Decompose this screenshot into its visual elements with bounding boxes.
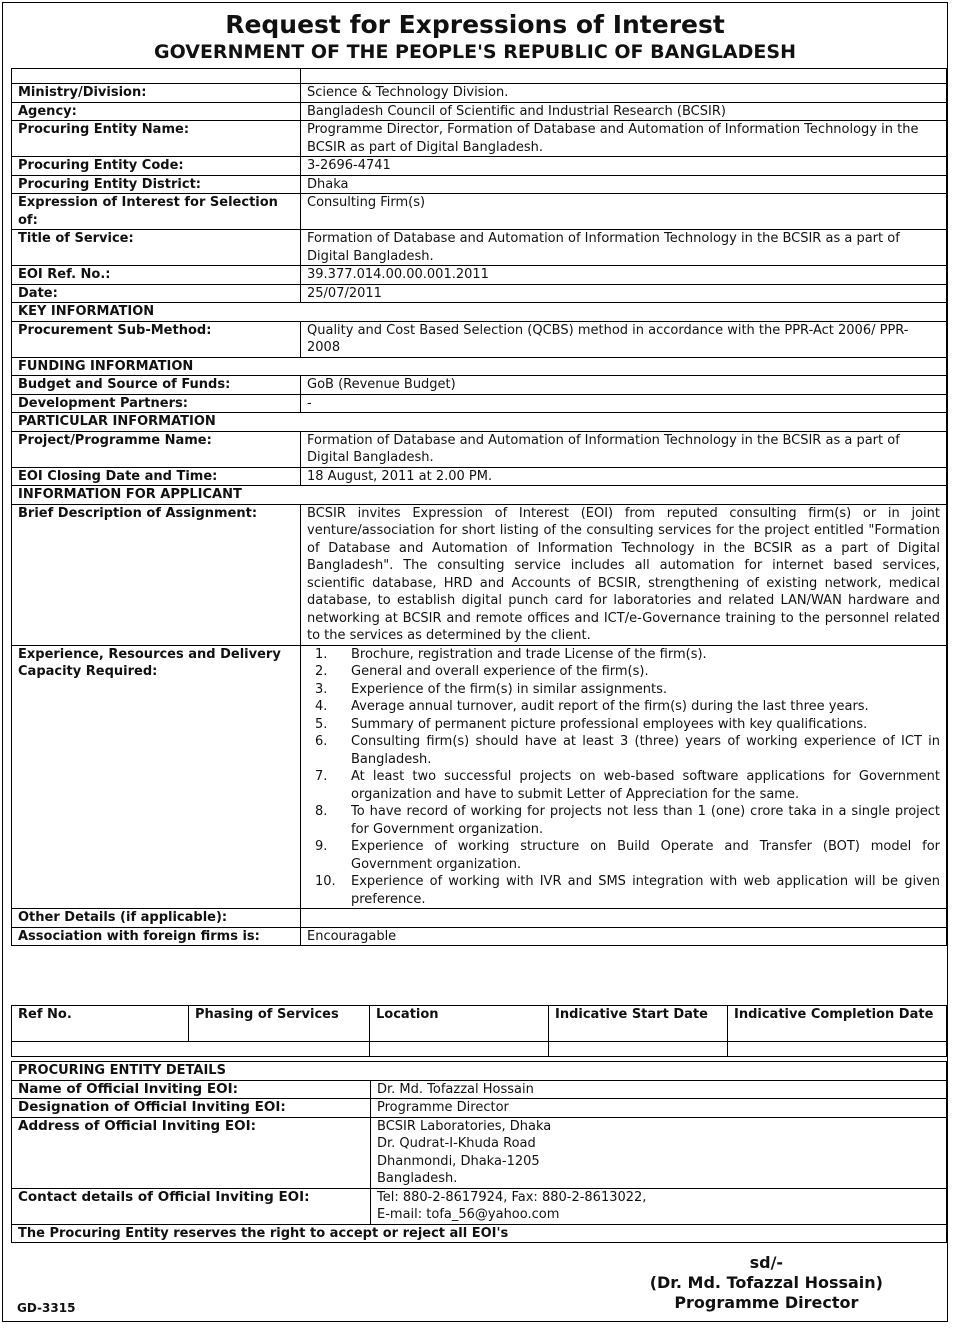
list-item: 6. Consulting firm(s) should have at least 3 (three) years of working experience of ICT in Bangladesh.: [315, 734, 940, 767]
list-item: 8. To have record of working for projects not less than 1 (one) crore taka in a single project for Government organization.: [315, 804, 940, 837]
row-title-service: Title of Service: Formation of Database and Automation of Information Technology in the BCSIR as a part of Digital Bangladesh.: [12, 230, 947, 266]
row-eoi-for: Expression of Interest for Selection of: Consulting Firm(s): [12, 194, 947, 230]
signature-block: [650, 1253, 883, 1313]
list-item: 10. Experience of working with IVR and SMS integration with web application will be given preference.: [315, 874, 940, 907]
contact-email: E-mail: tofa_56@yahoo.com: [377, 1207, 560, 1222]
list-item: 5. Summary of permanent picture professional employees with key qualifications.: [315, 716, 868, 732]
row-entity-name: Procuring Entity Name: Programme Director, Formation of Database and Automation of Information Technology in the BCSIR as part of Digital Bangladesh.: [12, 121, 947, 157]
footer-code: GD-3315: [17, 1301, 76, 1315]
phasing-empty-row: [12, 1042, 947, 1057]
col-location: Location: [370, 1006, 549, 1042]
row-date: Date: 25/07/2011: [12, 284, 947, 303]
entity-table: [11, 1061, 947, 1243]
section-particular: PARTICULAR INFORMATION: [12, 413, 947, 432]
address-line: Bangladesh.: [377, 1171, 458, 1186]
row-budget: Budget and Source of Funds: GoB (Revenue Budget): [12, 376, 947, 395]
col-ref-no: Ref No.: [12, 1006, 189, 1042]
list-item: 9. Experience of working structure on Build Operate and Transfer (BOT) model for Government organization.: [315, 839, 940, 872]
list-item: 1. Brochure, registration and trade License of the firm(s).: [315, 646, 707, 662]
row-eoi-ref: EOI Ref. No.: 39.377.014.00.00.001.2011: [12, 266, 947, 285]
col-phasing: Phasing of Services: [189, 1006, 370, 1042]
list-item: 7. At least two successful projects on web-based software applications for Government organization and have to submit Letter of Appreciation for the same.: [315, 769, 940, 802]
row-official-designation: Designation of Official Inviting EOI: Programme Director: [12, 1099, 947, 1118]
row-ministry: Ministry/Division: Science & Technology Division.: [12, 84, 947, 103]
row-official-contact: Contact details of Official Inviting EOI: Tel: 880-2-8617924, Fax: 880-2-8613022, E-mail: tofa_56@yahoo.com: [12, 1188, 947, 1224]
address-line: BCSIR Laboratories, Dhaka: [377, 1118, 552, 1134]
page-title: Request for Expressions of Interest: [225, 10, 725, 39]
contact-phone: Tel: 880-2-8617924, Fax: 880-2-8613022,: [377, 1189, 647, 1205]
phasing-header-row: [12, 1006, 947, 1042]
list-item: 4. Average annual turnover, audit report of the firm(s) during the last three years.: [315, 699, 869, 714]
row-brief: Brief Description of Assignment: BCSIR invites Expression of Interest (EOI) from reputed consulting firm(s) or in joint venture/association for short listing of the consulting services for the project entitled "Formation of Database and Automation of Information Technology in the BCSIR as a part of Digital Bangladesh". The consulting service includes all automation for internet based services, scientific database, HRD and Accounts of BCSIR, strengthening of existing network, medical database, to establish digital punch card for laboratories and related LAN/WAN hardware and networking at BCSIR and remote offices and ICT/e-Governance training to the personnel related to the services as determined by the client.: [12, 504, 947, 645]
row-dev-partners: Development Partners: -: [12, 394, 947, 413]
row-foreign: Association with foreign firms is: Encouragable: [12, 927, 947, 946]
eoi-notice: [2, 2, 948, 1322]
row-reserve: The Procuring Entity reserves the right to accept or reject all EOI's: [12, 1224, 947, 1243]
address-line: Dhanmondi, Dhaka-1205: [377, 1153, 540, 1169]
row-sub-method: Procurement Sub-Method: Quality and Cost Based Selection (QCBS) method in accordance with the PPR-Act 2006/ PPR-2008: [12, 321, 947, 357]
row-closing: EOI Closing Date and Time: 18 August, 2011 at 2.00 PM.: [12, 467, 947, 486]
row-other-details: Other Details (if applicable):: [12, 909, 947, 928]
phasing-table: [11, 1005, 947, 1057]
row-entity-district: Procuring Entity District: Dhaka: [12, 175, 947, 194]
row-agency: Agency: Bangladesh Council of Scientific and Industrial Research (BCSIR): [12, 102, 947, 121]
section-funding: FUNDING INFORMATION: [12, 357, 947, 376]
signature-sd: sd/-: [749, 1253, 784, 1272]
requirements-list: [307, 646, 940, 909]
col-start-date: Indicative Start Date: [549, 1006, 728, 1042]
row-official-address: Address of Official Inviting EOI: BCSIR Laboratories, Dhaka Dr. Qudrat-I-Khuda Road Dhanmondi, Dhaka-1205 Bangladesh.: [12, 1117, 947, 1188]
signature-name: (Dr. Md. Tofazzal Hossain): [649, 1273, 883, 1292]
section-procuring: PROCURING ENTITY DETAILS: [12, 1062, 947, 1081]
list-item: 3. Experience of the firm(s) in similar assignments.: [315, 681, 667, 697]
row-experience: Experience, Resources and Delivery Capacity Required: 1. Brochure, registration and trade License of the firm(s). 2. General and overall experience of the firm(s). 3. Experience of the firm(s) in similar assignments. 4. Average annual turnover, audit report of the firm(s) during the last three years. 5. Summary of permanent picture professional employees with key qualifications. 6. Consulting firm(s) should have at least 3 (three) years of working experience of ICT in Bangladesh. 7. At least two successful projects on web-based software applications for Government organization and have to submit Letter of Appreciation for the same. 8. To have record of working for projects not less than 1 (one) crore taka in a single project for Government organization. 9. Experience of working structure on Build Operate and Transfer (BOT) model for Government organization. 10. Experience of working with IVR and SMS integration with web application will be given preference.: [12, 645, 947, 909]
section-key: KEY INFORMATION: [12, 303, 947, 322]
col-completion-date: Indicative Completion Date: [728, 1006, 947, 1042]
signature-title: Programme Director: [674, 1293, 859, 1312]
address-line: Dr. Qudrat-I-Khuda Road: [377, 1136, 536, 1151]
page-subtitle: GOVERNMENT OF THE PEOPLE'S REPUBLIC OF BANGLADESH: [154, 41, 796, 63]
info-table: [11, 68, 947, 946]
row-official-name: Name of Official Inviting EOI: Dr. Md. Tofazzal Hossain: [12, 1080, 947, 1099]
row-project-name: Project/Programme Name: Formation of Database and Automation of Information Technology in the BCSIR as a part of Digital Bangladesh.: [12, 431, 947, 467]
list-item: 2. General and overall experience of the firm(s).: [315, 664, 649, 679]
section-applicant: INFORMATION FOR APPLICANT: [12, 486, 947, 505]
row-entity-code: Procuring Entity Code: 3-2696-4741: [12, 157, 947, 176]
